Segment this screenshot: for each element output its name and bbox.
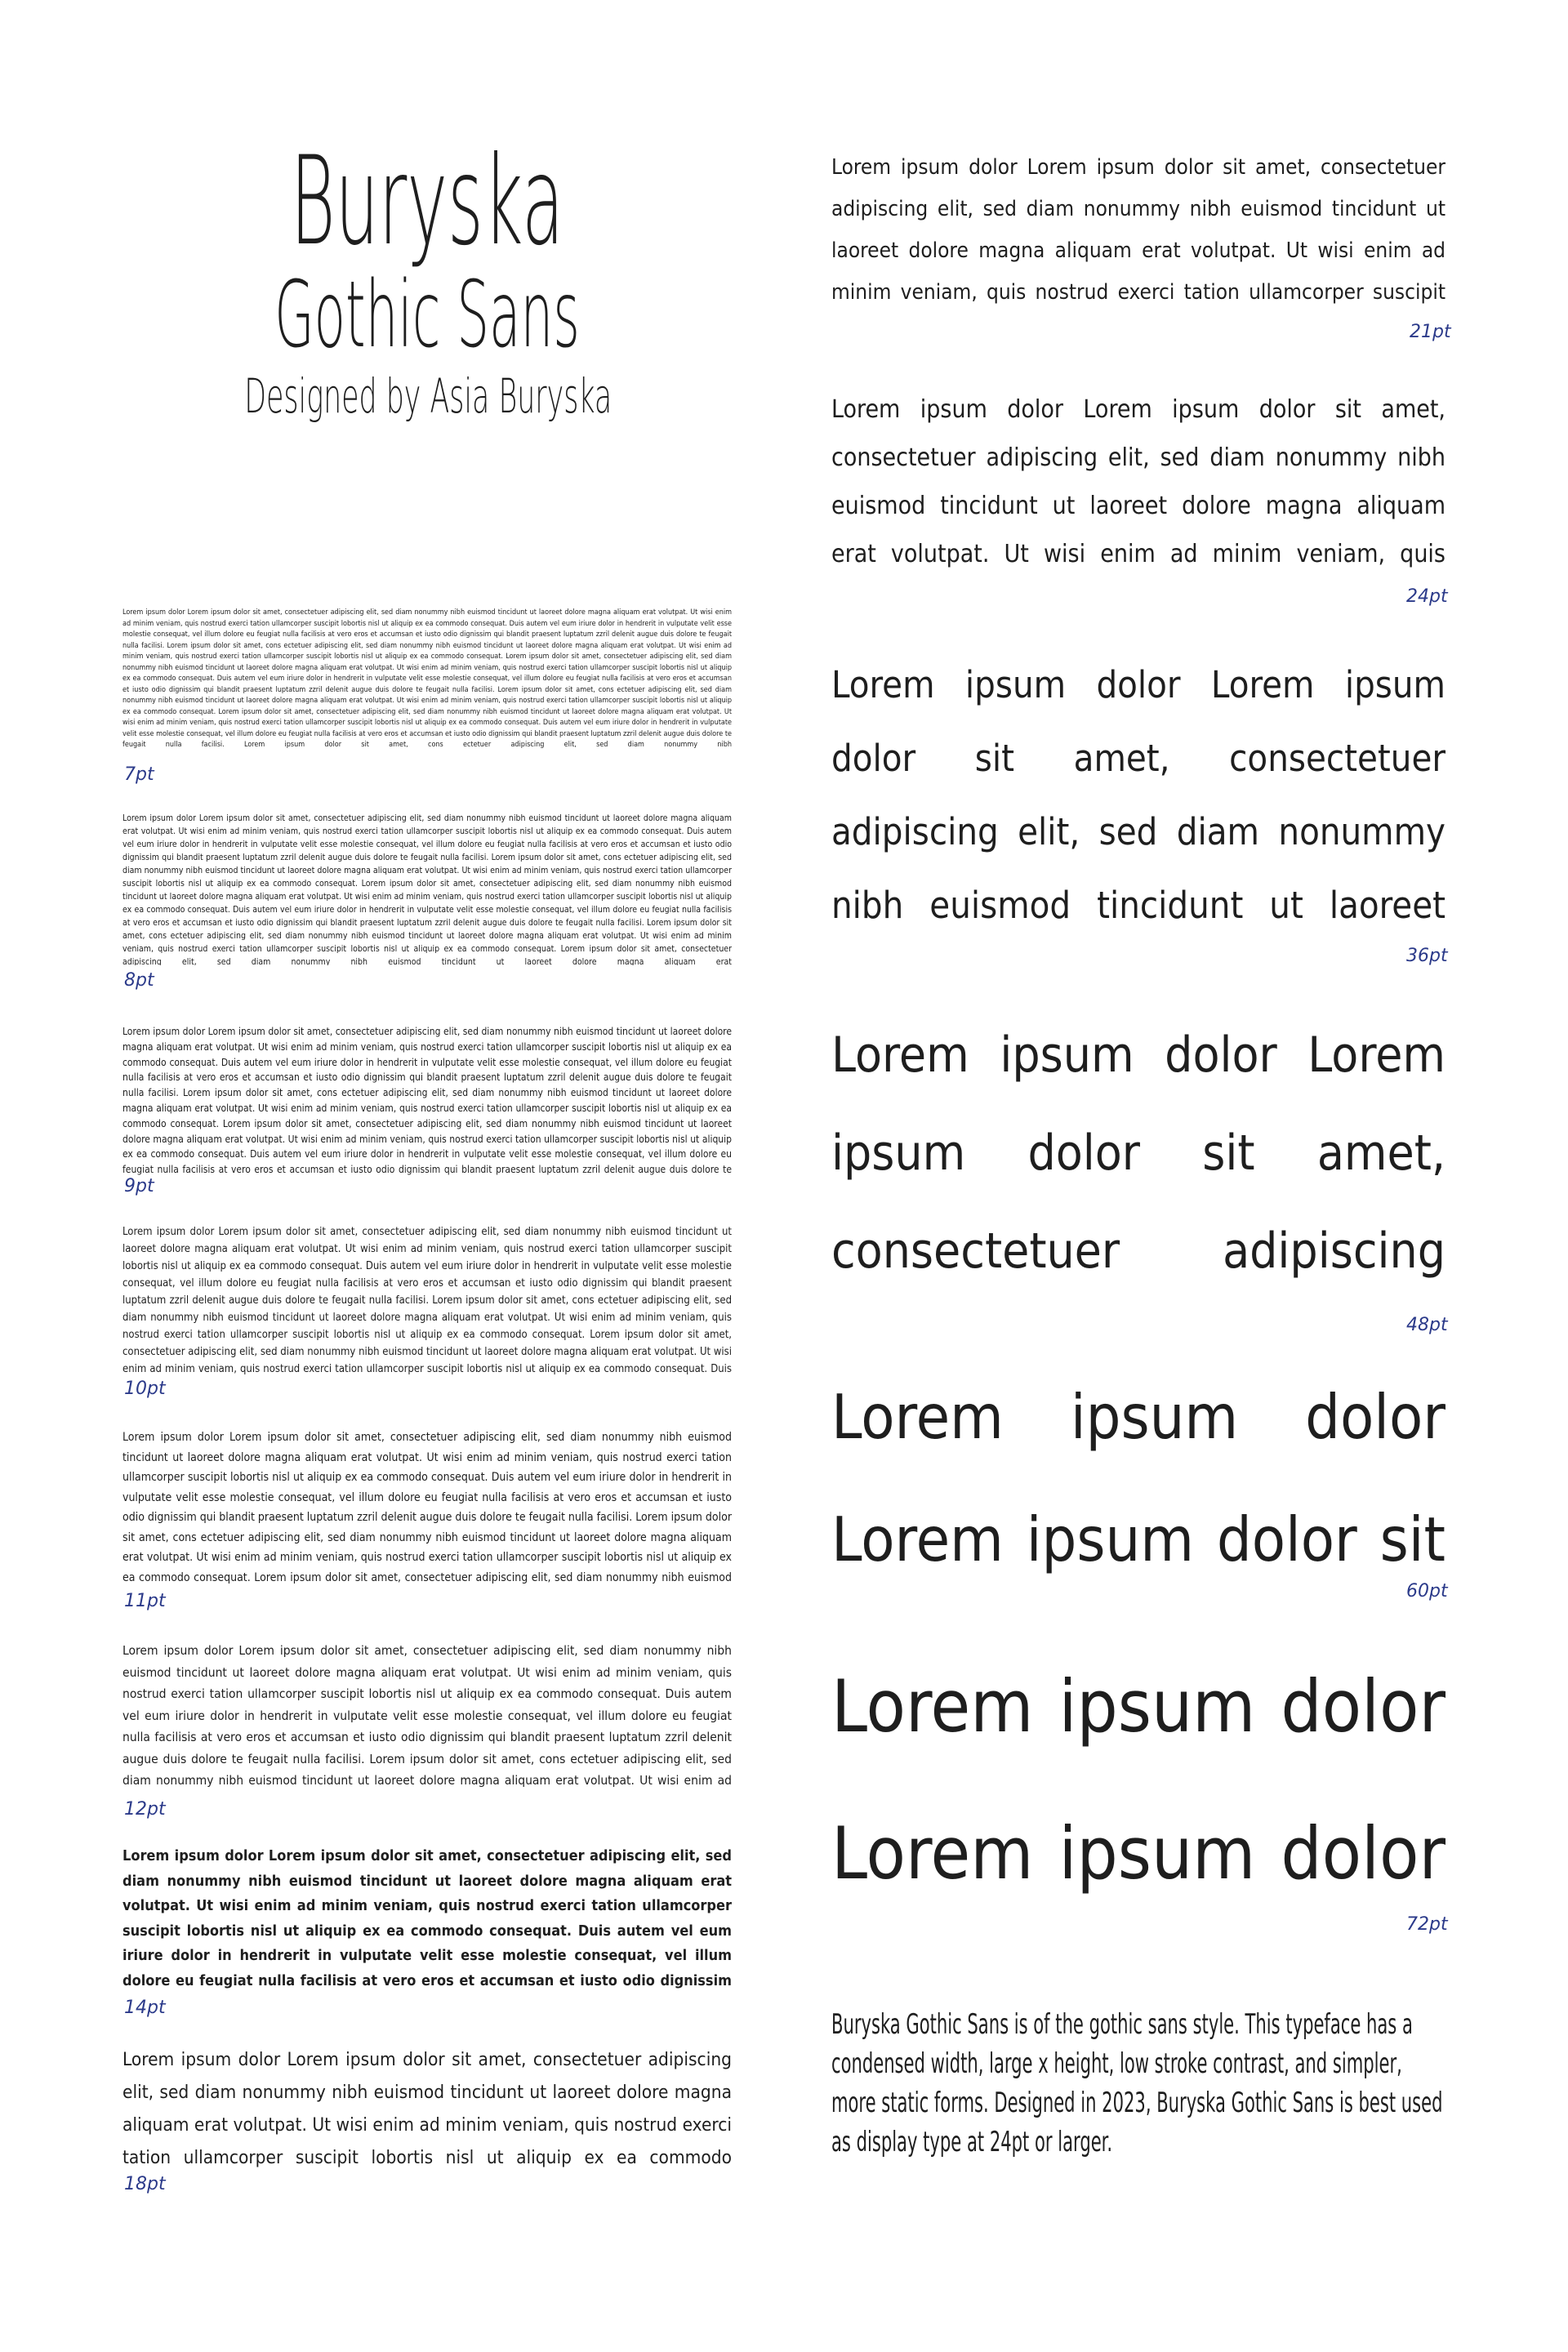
designer-credit: Designed by Asia Buryska <box>244 368 612 424</box>
size-label: 11pt <box>124 1591 166 1611</box>
size-label: 18pt <box>124 2174 166 2194</box>
size-label: 36pt <box>1406 946 1448 966</box>
sample-text: Lorem ipsum dolor Lorem ipsum dolor sit amet, consectetuer adipiscing elit, sed diam nonummy nibh euismod tincidunt ut laoreet dolore magna aliquam erat volutpat. Ut wisi enim ad minim veniam, quis nostrud exerci tation ullamcorper suscipit lobortis nisl ut aliquip ex ea commodo consequat. Duis autem vel eum iriure dolor in hendrerit in vulputate velit esse molestie consequat, vel illum dolore eu feugiat nulla facilisis at vero eros et accumsan et iusto odio dignissim qui blandit praesent luptatum zzril delenit augue duis dolore te feugait nulla facilisi. Lorem ipsum dolor sit amet, cons ectetuer adipiscing elit, sed diam nonummy nibh euismod tincidunt ut laoreet dolore magna aliquam erat volutpat. Ut wisi enim ad minim veniam, quis nostrud exerci tation ullamcorper suscipit lobortis nisl ut aliquip ex ea commodo consequat. Lorem ipsum dolor sit amet, consectetuer adipiscing elit, sed diam nonummy nibh euismod <box>122 1431 732 1584</box>
size-label: 8pt <box>124 970 154 991</box>
sample-12pt <box>122 1640 732 1792</box>
size-label: 9pt <box>124 1176 154 1196</box>
sample-text: Lorem ipsum dolor Lorem ipsum dolor sit amet, consectetuer adipiscing elit, sed diam nonummy nibh euismod tincidunt ut laoreet dolore magna aliquam erat volutpat. Ut wisi enim ad minim veniam, quis <box>831 395 1446 568</box>
size-label: 21pt <box>1410 322 1451 342</box>
typeface-name: Buryska <box>290 131 564 273</box>
size-label: 7pt <box>124 764 154 785</box>
sample-9pt <box>122 1024 732 1178</box>
size-label: 48pt <box>1406 1315 1448 1335</box>
typeface-description <box>831 2005 1446 2162</box>
sample-24pt <box>831 385 1446 581</box>
size-label: 10pt <box>124 1379 166 1399</box>
sample-text: Lorem ipsum dolor Lorem ipsum dolor sit amet, consectetuer adipiscing elit, sed diam nonummy nibh euismod tincidunt ut laoreet dolore magna aliquam erat volutpat. Ut wisi enim ad minim veniam, quis nostrud exerci tation ullamcorper suscipit lobortis nisl ut aliquip ex ea commodo consequat. Duis autem vel eum iriure dolor in hendrerit in vulputate velit esse molestie consequat, vel illum dolore eu feugiat nulla facilisis at vero eros et accumsan et iusto odio dignissim qui blandit praesent luptatum zzril delenit augue duis dolore te feugait nulla facilisi. Lorem ipsum dolor sit amet, cons ectetuer adipiscing elit, sed diam nonummy nibh euismod tincidunt ut laoreet dolore magna aliquam erat volutpat. Ut wisi enim ad <box>122 1643 732 1788</box>
size-label: 24pt <box>1406 586 1448 607</box>
sample-18pt <box>122 2043 732 2177</box>
sample-60pt <box>831 1356 1446 1601</box>
sample-text: Lorem ipsum dolor Lorem ipsum dolor sit amet, consectetuer adipiscing elit, sed diam nonummy nibh euismod tincidunt ut laoreet dolore magna aliquam erat volutpat. Ut wisi enim ad minim veniam, quis nostrud exerci tation ullamcorper suscipit lobortis nisl ut aliquip ex ea commodo <box>122 2049 732 2168</box>
sample-14pt <box>122 1844 732 1993</box>
sample-72pt <box>831 1633 1446 1927</box>
size-label: 72pt <box>1406 1914 1448 1935</box>
sample-text: Lorem ipsum dolor Lorem ipsum dolor sit amet, consectetuer adipiscing elit, sed diam nonummy nibh euismod tincidunt ut laoreet <box>831 663 1446 927</box>
sample-text: Lorem ipsum dolor Lorem ipsum dolor sit <box>831 1381 1446 1575</box>
size-label: 14pt <box>124 1998 166 2018</box>
sample-10pt <box>122 1223 732 1379</box>
sample-36pt <box>831 648 1446 951</box>
sample-text: Lorem ipsum dolor Lorem ipsum dolor sit amet, consectetuer adipiscing elit, sed diam nonummy nibh euismod tincidunt ut laoreet dolore magna aliquam erat volutpat. Ut wisi enim ad minim veniam, quis nostrud exerci tation ullamcorper suscipit lobortis nisl ut aliquip ex ea commodo consequat. Duis autem vel eum iriure dolor in hendrerit in vulputate velit esse molestie consequat, vel illum dolore eu feugiat nulla facilisis at vero eros et accumsan et iusto odio dignissim qui blandit praesent luptatum zzril delenit augue duis dolore te feugait nulla facilisi. Lorem ipsum dolor sit amet, cons ectetuer adipiscing elit, sed diam nonummy nibh euismod tincidunt ut laoreet dolore magna aliquam erat volutpat. Ut wisi enim ad minim veniam, quis nostrud exerci tation ullamcorper suscipit lobortis nisl ut aliquip ex ea commodo consequat. Lorem ipsum dolor sit amet, consectetuer adipiscing elit, sed diam nonummy nibh euismod tincidunt ut laoreet dolore magna aliquam erat volutpat. Ut wisi enim ad minim veniam, quis nostrud exerci tation ullamcorper suscipit lobortis nisl ut aliquip ex ea commodo consequat. Duis <box>122 1226 732 1375</box>
sample-48pt <box>831 1006 1446 1310</box>
sample-11pt <box>122 1428 732 1588</box>
sample-8pt <box>122 812 732 965</box>
sample-7pt <box>122 608 732 763</box>
sample-text: Lorem ipsum dolor Lorem ipsum dolor <box>831 1664 1446 1895</box>
sample-text: Lorem ipsum dolor Lorem ipsum dolor sit amet, consectetuer adipiscing elit, sed diam nonummy nibh euismod tincidunt ut laoreet dolore magna aliquam erat volutpat. Ut wisi enim ad minim veniam, quis nostrud exerci tation ullamcorper suscipit lobortis nisl ut aliquip ex ea commodo consequat. Duis autem vel eum iriure dolor in hendrerit in vulputate velit esse molestie consequat, vel illum dolore eu feugiat nulla facilisis at vero eros et accumsan et iusto odio dignissim qui blandit praesent luptatum zzril delenit augue duis dolore te feugait nulla facilisi. Lorem ipsum dolor sit amet, cons ectetuer adipiscing elit, sed diam nonummy nibh euismod tincidunt ut laoreet dolore magna aliquam erat volutpat. Ut wisi enim ad minim veniam, quis nostrud exerci tation ullamcorper suscipit lobortis nisl ut aliquip ex ea commodo consequat. Lorem ipsum dolor sit amet, consectetuer adipiscing elit, sed diam nonummy nibh euismod tincidunt ut laoreet dolore magna aliquam erat volutpat. Ut wisi enim ad minim veniam, quis nostrud exerci tation ullamcorper suscipit lobortis nisl ut aliquip ex ea commodo consequat. Duis autem vel eum iriure dolor in hendrerit in vulputate velit esse molestie consequat, vel illum dolore eu feugiat nulla facilisis at vero eros et accumsan et iusto odio dignissim qui blandit praesent luptatum zzril delenit augue duis dolore te feugait nulla facilisi. Lorem ipsum dolor sit amet, cons ectetuer adipiscing elit, sed diam nonummy nibh euismod tincidunt ut laoreet dolore magna aliquam erat volutpat. Ut wisi enim ad minim veniam, quis nostrud exerci tation ullamcorper suscipit lobortis nisl ut aliquip ex ea commodo consequat. Lorem ipsum dolor sit amet, consectetuer adipiscing elit, sed diam nonummy nibh euismod tincidunt ut laoreet dolore magna aliquam erat <box>122 813 732 965</box>
size-label: 60pt <box>1406 1581 1448 1601</box>
description-text: Buryska Gothic Sans is of the gothic sans style. This typeface has a condensed width, large x height, low stroke contrast, and simpler, more static forms. Designed in 2023, Buryska Gothic Sans is best used as display type at 24pt or larger. <box>831 2008 1443 2158</box>
title-block <box>122 122 732 424</box>
sample-text: Lorem ipsum dolor Lorem ipsum dolor sit amet, consectetuer adipiscing elit, sed diam nonummy nibh euismod tincidunt ut laoreet dolore magna aliquam erat volutpat. Ut wisi enim ad minim veniam, quis nostrud exerci tation ullamcorper suscipit lobortis nisl ut aliquip ex ea commodo consequat. Duis autem vel eum iriure dolor in hendrerit in vulputate velit esse molestie consequat, vel illum dolore eu feugiat nulla facilisis at vero eros et accumsan et iusto odio dignissim <box>122 1847 732 1989</box>
size-label: 12pt <box>124 1799 166 1820</box>
sample-text: Lorem ipsum dolor Lorem ipsum dolor sit amet, consectetuer adipiscing elit, sed diam nonummy nibh euismod tincidunt ut laoreet dolore magna aliquam erat volutpat. Ut wisi enim ad minim veniam, quis nostrud exerci tation ullamcorper suscipit <box>831 155 1446 305</box>
sample-text: Lorem ipsum dolor Lorem ipsum dolor sit amet, consectetuer adipiscing <box>831 1027 1446 1280</box>
sample-text: Lorem ipsum dolor Lorem ipsum dolor sit amet, consectetuer adipiscing elit, sed diam nonummy nibh euismod tincidunt ut laoreet dolore magna aliquam erat volutpat. Ut wisi enim ad minim veniam, quis nostrud exerci tation ullamcorper suscipit lobortis nisl ut aliquip ex ea commodo consequat. Duis autem vel eum iriure dolor in hendrerit in vulputate velit esse molestie consequat, vel illum dolore eu feugiat nulla facilisis at vero eros et accumsan et iusto odio dignissim qui blandit praesent luptatum zzril delenit augue duis dolore te feugait nulla facilisi. Lorem ipsum dolor sit amet, cons ectetuer adipiscing elit, sed diam nonummy nibh euismod tincidunt ut laoreet dolore magna aliquam erat volutpat. Ut wisi enim ad minim veniam, quis nostrud exerci tation ullamcorper suscipit lobortis nisl ut aliquip ex ea commodo consequat. Lorem ipsum dolor sit amet, consectetuer adipiscing elit, sed diam nonummy nibh euismod tincidunt ut laoreet dolore magna aliquam erat volutpat. Ut wisi enim ad minim veniam, quis nostrud exerci tation ullamcorper suscipit lobortis nisl ut aliquip ex ea commodo consequat. Duis autem vel eum iriure dolor in hendrerit in vulputate velit esse molestie consequat, vel illum dolore eu feugiat nulla facilisis at vero eros et accumsan et iusto odio dignissim qui blandit praesent luptatum zzril delenit augue duis dolore te feugait nulla facilisi. Lorem ipsum dolor sit amet, cons ectetuer adipiscing elit, sed diam nonummy nibh euismod tincidunt ut laoreet dolore magna aliquam erat volutpat. Ut wisi enim ad minim veniam, quis nostrud exerci tation ullamcorper suscipit lobortis nisl ut aliquip ex ea commodo consequat. Lorem ipsum dolor sit amet, consectetuer adipiscing elit, sed diam nonummy nibh euismod tincidunt ut laoreet dolore magna aliquam erat volutpat. Ut wisi enim ad minim veniam, quis nostrud exerci tation ullamcorper suscipit lobortis nisl ut aliquip ex ea commodo consequat. Duis autem vel eum iriure dolor in hendrerit in vulputate velit esse molestie consequat, vel illum dolore eu feugiat nulla facilisis at vero eros et accumsan et iusto odio dignissim qui blandit praesent luptatum zzril delenit augue duis dolore te feugait nulla facilisi. Lorem ipsum dolor sit amet, cons ectetuer adipiscing elit, sed diam nonummy nibh <box>122 608 732 749</box>
typeface-subtitle: Gothic Sans <box>274 262 580 368</box>
sample-21pt <box>831 147 1446 317</box>
sample-text: Lorem ipsum dolor Lorem ipsum dolor sit amet, consectetuer adipiscing elit, sed diam nonummy nibh euismod tincidunt ut laoreet dolore magna aliquam erat volutpat. Ut wisi enim ad minim veniam, quis nostrud exerci tation ullamcorper suscipit lobortis nisl ut aliquip ex ea commodo consequat. Duis autem vel eum iriure dolor in hendrerit in vulputate velit esse molestie consequat, vel illum dolore eu feugiat nulla facilisis at vero eros et accumsan et iusto odio dignissim qui blandit praesent luptatum zzril delenit augue duis dolore te feugait nulla facilisi. Lorem ipsum dolor sit amet, cons ectetuer adipiscing elit, sed diam nonummy nibh euismod tincidunt ut laoreet dolore magna aliquam erat volutpat. Ut wisi enim ad minim veniam, quis nostrud exerci tation ullamcorper suscipit lobortis nisl ut aliquip ex ea commodo consequat. Lorem ipsum dolor sit amet, consectetuer adipiscing elit, sed diam nonummy nibh euismod tincidunt ut laoreet dolore magna aliquam erat volutpat. Ut wisi enim ad minim veniam, quis nostrud exerci tation ullamcorper suscipit lobortis nisl ut aliquip ex ea commodo consequat. Duis autem vel eum iriure dolor in hendrerit in vulputate velit esse molestie consequat, vel illum dolore eu feugiat nulla facilisis at vero eros et accumsan et iusto odio dignissim qui blandit praesent luptatum zzril delenit augue duis dolore te <box>122 1026 732 1176</box>
